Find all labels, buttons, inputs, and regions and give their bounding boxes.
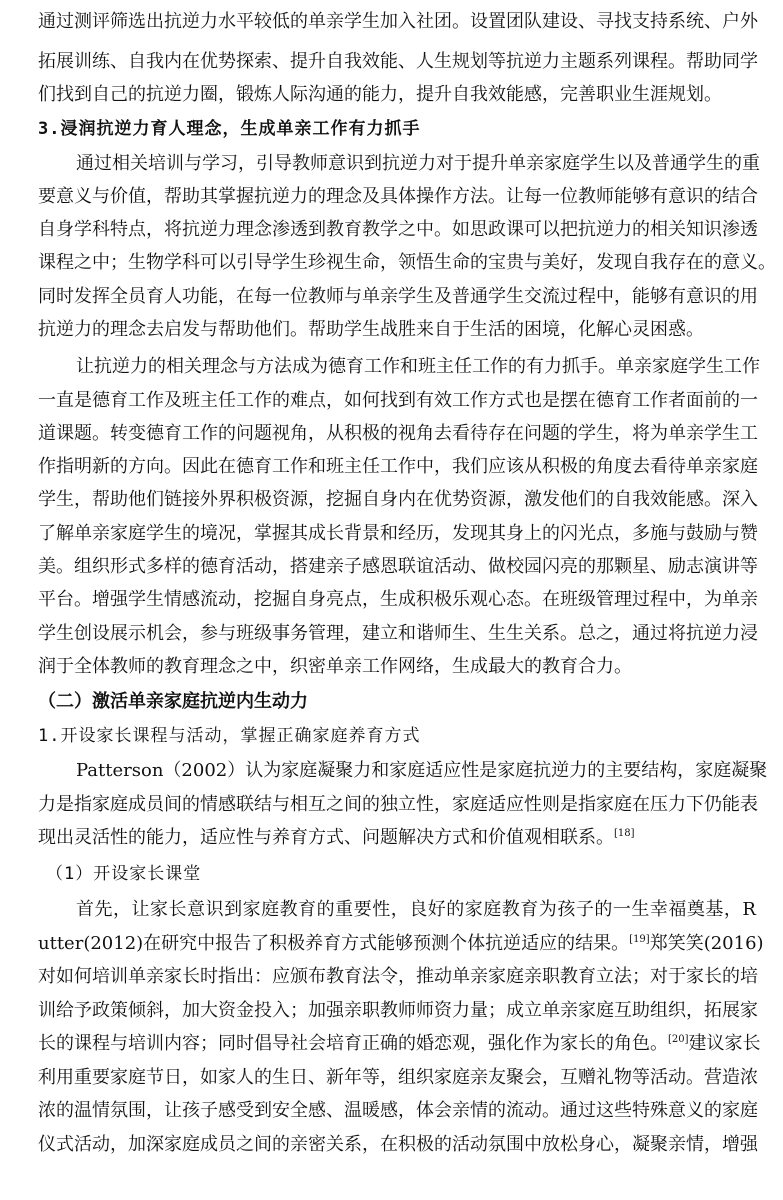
section-heading: 3.浸润抗逆力育人理念，生成单亲工作有力抓手 xyxy=(38,119,421,139)
citation-ref: [18] xyxy=(614,828,635,839)
paragraph-line: 让抗逆力的相关理念与方法成为德育工作和班主任工作的有力抓手。单亲家庭学生工作 xyxy=(76,356,760,377)
paragraph-line: 抗逆力的理念去启发与帮助他们。帮助学生战胜来自于生活的困境，化解心灵困惑。 xyxy=(38,319,704,340)
paragraph-line: 道课题。转变德育工作的问题视角，从积极的视角去看待存在问题的学生，将为单亲学生工 xyxy=(38,423,758,444)
paragraph-text: utter(2012)在研究中报告了积极养育方式能够预测个体抗逆适应的结果。 xyxy=(38,933,630,954)
paragraph-line: 拓展训练、自我内在优势探索、提升自我效能、人生规划等抗逆力主题系列课程。帮助同学 xyxy=(38,51,758,72)
paragraph-line: 要意义与价值，帮助其掌握抗逆力的理念及具体操作方法。让每一位教师能够有意识的结合 xyxy=(38,186,758,207)
paragraph-line: 润于全体教师的教育理念之中，织密单亲工作网络，生成最大的教育合力。 xyxy=(38,656,632,677)
paragraph-line: 通过测评筛选出抗逆力水平较低的单亲学生加入社团。设置团队建设、寻找支持系统、户外 xyxy=(38,11,758,32)
paragraph-line: 利用重要家庭节日，如家人的生日、新年等，组织家庭亲友聚会，互赠礼物等活动。营造浓 xyxy=(38,1067,758,1088)
paragraph-line xyxy=(38,927,764,961)
paragraph-line: 浓的温情氛围，让孩子感受到安全感、温暖感，体会亲情的流动。通过这些特殊意义的家庭 xyxy=(38,1100,758,1121)
subsection-heading: （1）开设家长课堂 xyxy=(46,864,202,884)
paragraph-line: 一直是德育工作及班主任工作的难点，如何找到有效工作方式也是摆在德育工作者面前的一 xyxy=(38,390,758,411)
paragraph-line: 平台。增强学生情感流动，挖掘自身亮点，生成积极乐观心态。在班级管理过程中，为单亲 xyxy=(38,589,758,610)
paragraph-line: 作指明新的方向。因此在德育工作和班主任工作中，我们应该从积极的角度去看待单亲家庭 xyxy=(38,456,758,477)
section-heading: 1.开设家长课程与活动，掌握正确家庭养育方式 xyxy=(38,726,421,746)
paragraph-line: 力是指家庭成员间的情感联结与相互之间的独立性，家庭适应性则是指家庭在压力下仍能表 xyxy=(38,794,758,815)
paragraph-line xyxy=(38,821,756,855)
paragraph-line: 课程之中；生物学科可以引导学生珍视生命，领悟生命的宝贵与美好，发现自我存在的意义。 xyxy=(38,252,776,273)
paragraph-text: 现出灵活性的能力，适应性与养育方式、问题解决方式和价值观相联系。 xyxy=(38,827,614,848)
paragraph-line: 美。组织形式多样的德育活动，搭建亲子感恩联谊活动、做校园闪亮的那颗星、励志演讲等 xyxy=(38,556,758,577)
chapter-heading: （二）激活单亲家庭抗逆内生动力 xyxy=(38,691,308,712)
paragraph-text: 建议家长 xyxy=(688,1033,761,1054)
citation-ref: [19] xyxy=(629,934,650,945)
paragraph-line: 学生，帮助他们链接外界积极资源，挖掘自身内在优势资源，激发他们的自我效能感。深入 xyxy=(38,489,758,510)
paragraph-line: 首先，让家长意识到家庭教育的重要性，良好的家庭教育为孩子的一生幸福奠基，R xyxy=(76,899,756,920)
paragraph-line: 学生创设展示机会，参与班级事务管理，建立和谐师生、生生关系。总之，通过将抗逆力浸 xyxy=(38,623,758,644)
paragraph-line xyxy=(38,1027,761,1061)
paragraph-line: 对如何培训单亲家长时指出：应颁布教育法令，推动单亲家庭亲职教育立法；对于家长的培 xyxy=(38,966,758,987)
citation-ref: [20] xyxy=(668,1034,689,1045)
paragraph-text: 郑笑笑(2016) xyxy=(649,933,764,954)
paragraph-text: 长的课程与培训内容；同时倡导社会培育正确的婚恋观，强化作为家长的角色。 xyxy=(38,1033,668,1054)
paragraph-line: 自身学科特点，将抗逆力理念渗透到教育教学之中。如思政课可以把抗逆力的相关知识渗透 xyxy=(38,219,758,240)
paragraph-line: 训给予政策倾斜，加大资金投入；加强亲职教师师资力量；成立单亲家庭互助组织，拓展家 xyxy=(38,1000,758,1021)
paragraph-line: 同时发挥全员育人功能，在每一位教师与单亲学生及普通学生交流过程中，能够有意识的用 xyxy=(38,286,758,307)
paragraph-line: 了解单亲家庭学生的境况，掌握其成长背景和经历，发现其身上的闪光点，多施与鼓励与赞 xyxy=(38,523,758,544)
paragraph-line: 们找到自己的抗逆力圈，锻炼人际沟通的能力，提升自我效能感，完善职业生涯规划。 xyxy=(38,84,722,105)
paragraph-line: 通过相关培训与学习，引导教师意识到抗逆力对于提升单亲家庭学生以及普通学生的重 xyxy=(76,153,760,174)
paragraph-line: 仪式活动，加深家庭成员之间的亲密关系，在积极的活动氛围中放松身心，凝聚亲情，增强 xyxy=(38,1134,758,1155)
paragraph-line: Patterson（2002）认为家庭凝聚力和家庭适应性是家庭抗逆力的主要结构，家庭凝聚 xyxy=(76,760,768,781)
